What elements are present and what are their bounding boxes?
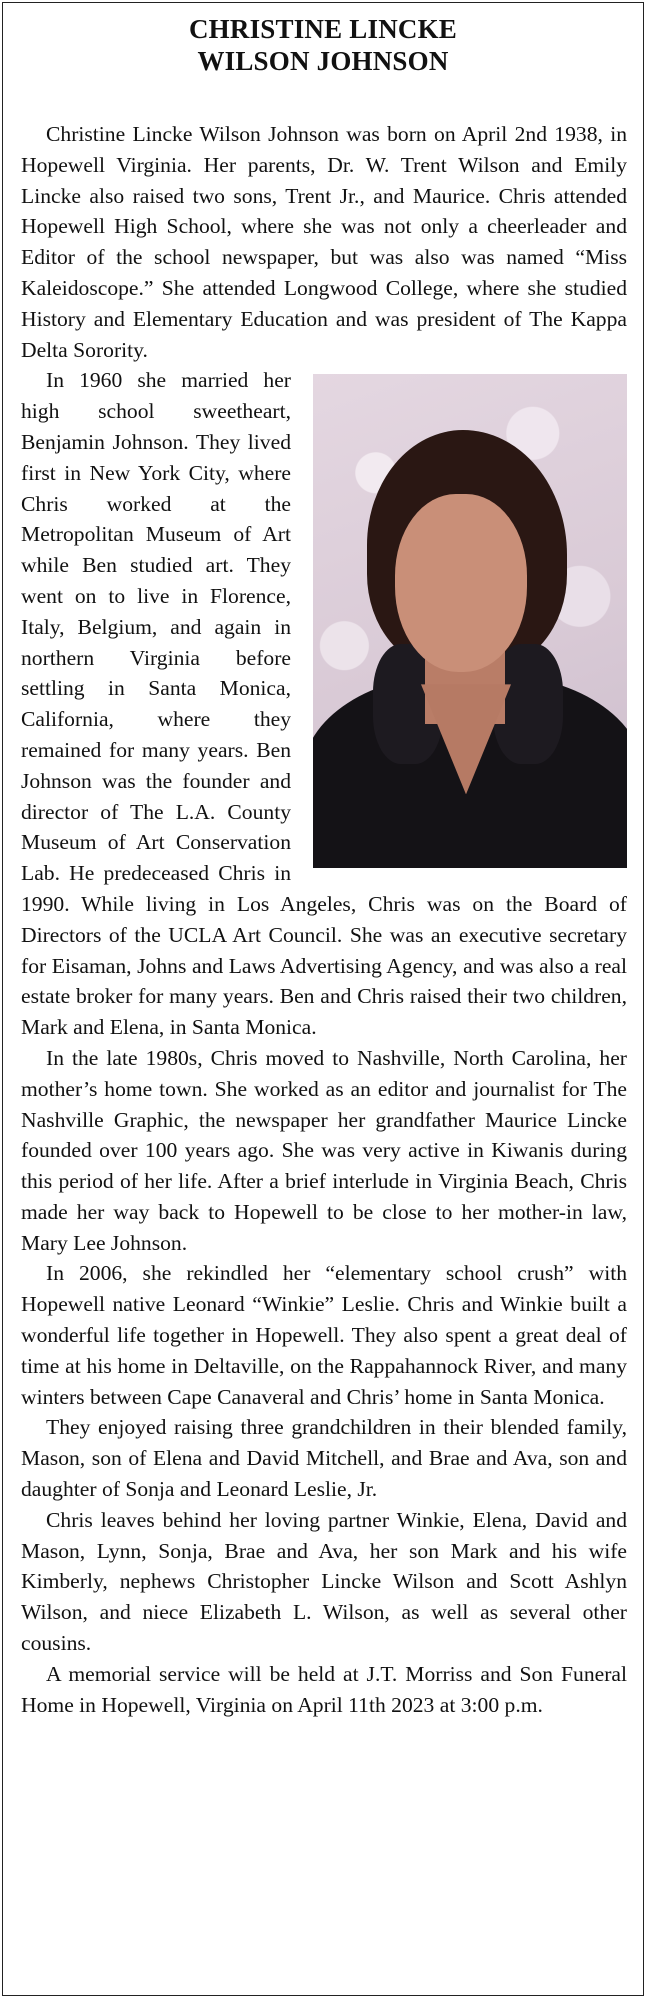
portrait-photo <box>313 374 627 868</box>
paragraph-memorial-service: A memorial service will be held at J.T. Morriss and Son Funeral Home in Hopewell, Virginia on April 11th 2023 at 3:00 p.m. <box>21 1661 627 1717</box>
obituary-notice <box>2 2 644 1996</box>
paragraph-nashville: In the late 1980s, Chris moved to Nashville, North Carolina, her mother’s home town. She worked as an editor and journalist for The Nashville Graphic, the newspaper her grandfather Maurice Lincke founded over 100 years ago. She was very active in Kiwanis during this period of her life. After a brief interlude in Virginia Beach, Chris made her way back to Hopewell to be close to her mother-in law, Mary Lee Johnson. <box>21 1045 627 1255</box>
title-line-1: CHRISTINE LINCKE <box>188 14 458 44</box>
obituary-title <box>3 13 643 77</box>
title-line-2: WILSON JOHNSON <box>197 46 449 76</box>
paragraph-winkie: In 2006, she rekindled her “elementary school crush” with Hopewell native Leonard “Winkie” Leslie. Chris and Winkie built a wonderful life together in Hopewell. They also spent a great deal of time at his home in Deltaville, on the Rappahannock River, and many winters between Cape Canaveral and Chris’ home in Santa Monica. <box>21 1261 627 1409</box>
paragraph-marriage: In 1960 she married her high school sweetheart, Benjamin Johnson. They lived first in New York City, where Chris worked at the Metropolitan Museum of Art while Ben studied art. They went on to live in Florence, Italy, Belgium, and again in northern Virginia before settling in Santa Monica, California, where they remained for many years. Ben Johnson was the founder and director of The L.A. County Museum of Art Conservation Lab. He predeceased Chris in 1990. While living in Los Angeles, Chris was on the Board of Directors of the UCLA Art Council. She was an executive secretary for Eisaman, Johns and Laws Advertising Agency, and was also a real estate broker for many years. Ben and Chris raised their two children, Mark and Elena, in Santa Monica. <box>21 368 627 1040</box>
obituary-body <box>3 119 643 1720</box>
paragraph-1-text: Christine Lincke Wilson Johnson was born on April 2nd 1938, in Hopewell Virginia. Her parents, Dr. W. Trent Wilson and Emily Lincke also raised two sons, Trent Jr., and Maurice. Chris attended Hopewell High School, where she was not only a cheerleader and Editor of the school newspaper, but was also was named “Miss Kaleidoscope.” She attended Longwood College, where she studied History and Elementary Education and was president of The Kappa Delta Sorority. <box>21 122 627 362</box>
paragraph-grandchildren: They enjoyed raising three grandchildren in their blended family, Mason, son of Elena and David Mitchell, and Brae and Ava, son and daughter of Sonja and Leonard Leslie, Jr. <box>21 1415 627 1502</box>
paragraph-intro <box>21 119 627 365</box>
paragraph-survivors: Chris leaves behind her loving partner Winkie, Elena, David and Mason, Lynn, Sonja, Brae and Ava, her son Mark and his wife Kimberly, nephews Christopher Lincke Wilson and Scott Ashlyn Wilson, and niece Elizabeth L. Wilson, as well as several other cousins. <box>21 1507 627 1656</box>
